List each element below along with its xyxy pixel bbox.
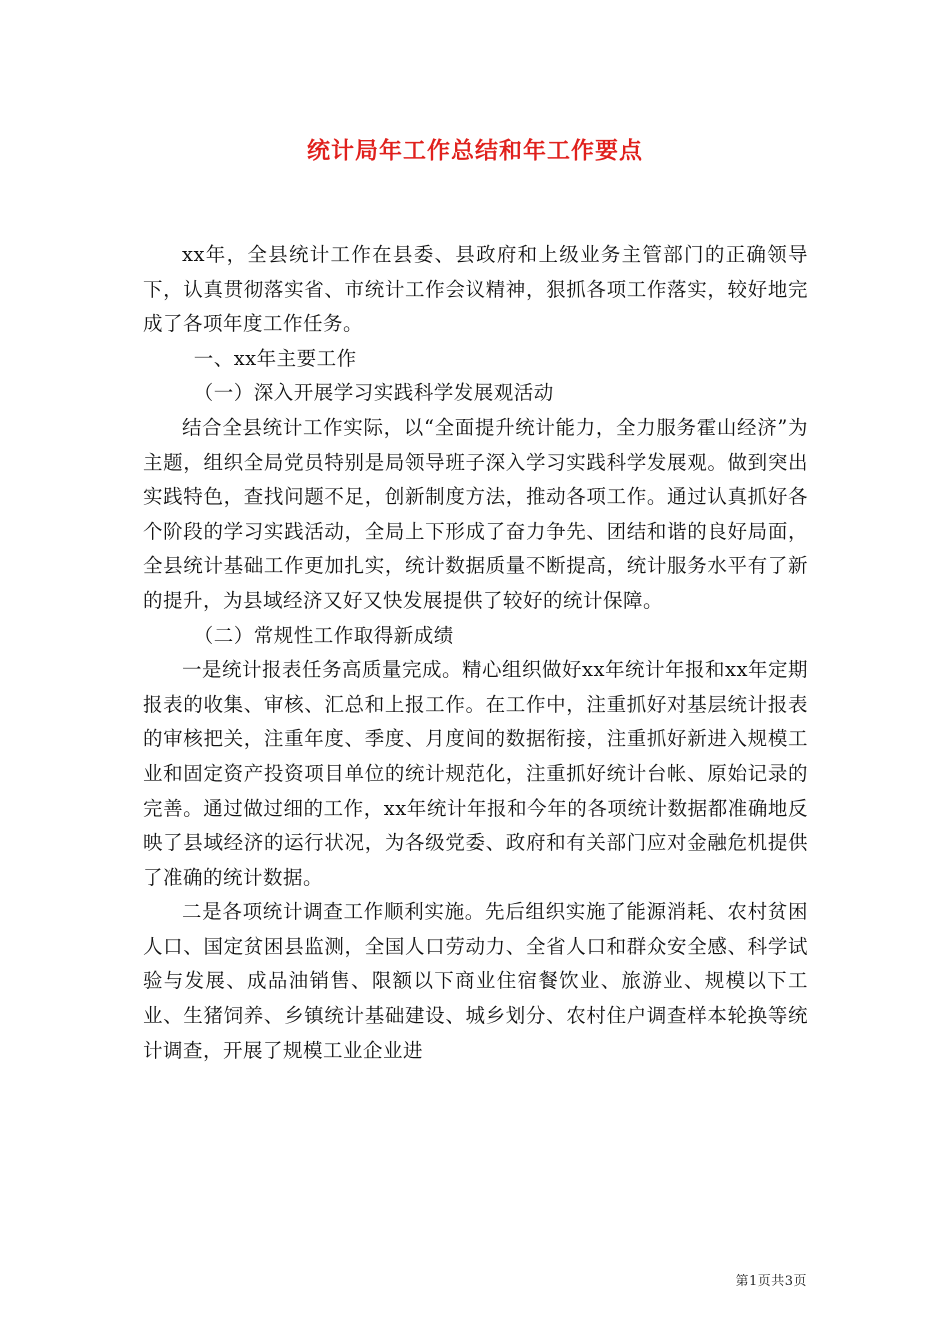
section-heading: 一、xx年主要工作: [193, 346, 357, 370]
subsection-heading: （一）深入开展学习实践科学发展观活动: [193, 381, 554, 405]
paragraph: 二是各项统计调查工作顺利实施。先后组织实施了能源消耗、农村贫困人口、国定贫困县监测，全国人口劳动力、全省人口和群众安全感、科学试验与发展、成品油销售、限额以下商业住宿餐饮业、旅游业、规模以下工业、生猪饲养、乡镇统计基础建设、城乡划分、农村住户调查样本轮换等统计调查，开展了规模工业企业进: [143, 900, 808, 1062]
document-body: [143, 238, 808, 1068]
paragraph-intro: xx年，全县统计工作在县委、县政府和上级业务主管部门的正确领导下，认真贯彻落实省、市统计工作会议精神，狠抓各项工作落实，较好地完成了各项年度工作任务。: [143, 243, 808, 336]
page-title: 统计局年工作总结和年工作要点: [307, 138, 643, 164]
page-number: 第1页共3页: [735, 1274, 807, 1289]
subsection-heading: （二）常规性工作取得新成绩: [193, 623, 454, 647]
paragraph: 一是统计报表任务高质量完成。精心组织做好xx年统计年报和xx年定期报表的收集、审核、汇总和上报工作。在工作中，注重抓好对基层统计报表的审核把关，注重年度、季度、月度间的数据衔接，注重抓好新进入规模工业和固定资产投资项目单位的统计规范化，注重抓好统计台帐、原始记录的完善。通过做过细的工作，xx年统计年报和今年的各项统计数据都准确地反映了县域经济的运行状况，为各级党委、政府和有关部门应对金融危机提供了准确的统计数据。: [143, 658, 808, 889]
paragraph: 结合全县统计工作实际，以“全面提升统计能力，全力服务霍山经济”为主题，组织全局党员特别是局领导班子深入学习实践科学发展观。做到突出实践特色，查找问题不足，创新制度方法，推动各项工作。通过认真抓好各个阶段的学习实践活动，全局上下形成了奋力争先、团结和谐的良好局面，全县统计基础工作更加扎实，统计数据质量不断提高，统计服务水平有了新的提升，为县域经济又好又快发展提供了较好的统计保障。: [143, 415, 808, 612]
